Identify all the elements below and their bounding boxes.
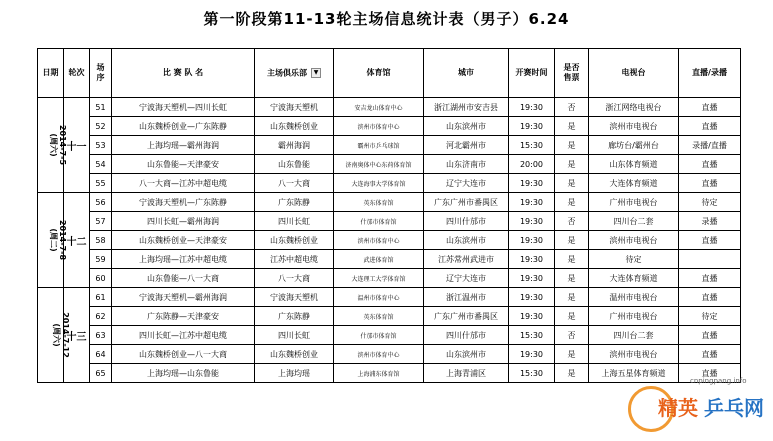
header-home-club-label: 主场俱乐部	[267, 68, 307, 78]
ticket-cell: 是	[555, 136, 589, 155]
match-name-cell: 广东陈静—天津豪安	[112, 307, 255, 326]
game-number-cell: 65	[90, 364, 112, 383]
table-row	[38, 155, 741, 174]
match-name-cell: 八一大商—江苏中超电缆	[112, 174, 255, 193]
tv-station-cell: 广州市电视台	[589, 193, 679, 212]
watermark-logo	[628, 386, 768, 436]
start-time-cell: 19:30	[509, 307, 555, 326]
header-row	[38, 49, 741, 98]
header-ticket: 是否 售票	[555, 49, 589, 98]
start-time-cell: 19:30	[509, 193, 555, 212]
home-club-cell: 山东魏桥创业	[255, 117, 334, 136]
watermark-url: cnpingpang.info	[690, 377, 747, 385]
city-cell: 辽宁大连市	[424, 269, 509, 288]
match-name-cell: 宁波海天塑机—广东陈静	[112, 193, 255, 212]
venue-cell: 大连海事大学体育馆	[334, 174, 424, 193]
home-club-cell: 八一大商	[255, 269, 334, 288]
start-time-cell: 19:30	[509, 269, 555, 288]
match-name-cell: 宁波海天塑机—四川长虹	[112, 98, 255, 117]
tv-station-cell: 待定	[589, 250, 679, 269]
broadcast-cell: 直播	[679, 155, 741, 174]
ticket-cell: 是	[555, 193, 589, 212]
start-time-cell: 20:00	[509, 155, 555, 174]
match-name-cell: 宁波海天塑机—霸州海润	[112, 288, 255, 307]
header-start-time: 开赛时间	[509, 49, 555, 98]
home-club-cell: 上海均瑶	[255, 364, 334, 383]
table-row	[38, 117, 741, 136]
table-row	[38, 345, 741, 364]
tv-station-cell: 上海五星体育频道	[589, 364, 679, 383]
city-cell: 河北霸州市	[424, 136, 509, 155]
header-round: 轮次	[64, 49, 90, 98]
venue-cell: 济南奥体中心东荷体育馆	[334, 155, 424, 174]
broadcast-cell: 直播	[679, 288, 741, 307]
city-cell: 广东广州市番禺区	[424, 193, 509, 212]
table-row	[38, 307, 741, 326]
date-value: 2014-7-8	[58, 219, 68, 261]
header-venue: 体育馆	[334, 49, 424, 98]
table-row	[38, 98, 741, 117]
broadcast-cell: 直播	[679, 174, 741, 193]
header-city: 城市	[424, 49, 509, 98]
city-cell: 上海青浦区	[424, 364, 509, 383]
venue-cell: 滨州市体育中心	[334, 231, 424, 250]
city-cell: 辽宁大连市	[424, 174, 509, 193]
venue-cell: 英东体育馆	[334, 193, 424, 212]
weekday-value: (周六)	[51, 323, 61, 347]
match-name-cell: 上海均瑶—霸州海润	[112, 136, 255, 155]
broadcast-cell	[679, 250, 741, 269]
city-cell: 浙江湖州市安吉县	[424, 98, 509, 117]
ticket-cell: 是	[555, 288, 589, 307]
home-club-cell: 山东鲁能	[255, 155, 334, 174]
city-cell: 四川什邡市	[424, 326, 509, 345]
start-time-cell: 19:30	[509, 231, 555, 250]
tv-station-cell: 大连体育频道	[589, 174, 679, 193]
table-row	[38, 364, 741, 383]
table-row	[38, 269, 741, 288]
match-name-cell: 上海均瑶—山东鲁能	[112, 364, 255, 383]
date-cell	[38, 288, 70, 383]
ticket-cell: 是	[555, 155, 589, 174]
start-time-cell: 19:30	[509, 288, 555, 307]
broadcast-cell: 直播	[679, 269, 741, 288]
broadcast-cell: 待定	[679, 193, 741, 212]
ticket-cell: 是	[555, 117, 589, 136]
home-club-cell: 宁波海天塑机	[255, 288, 334, 307]
venue-cell: 滨州市体育中心	[334, 117, 424, 136]
game-number-cell: 63	[90, 326, 112, 345]
tv-station-cell: 温州市电视台	[589, 288, 679, 307]
start-time-cell: 19:30	[509, 212, 555, 231]
venue-cell: 安吉龙山体育中心	[334, 98, 424, 117]
broadcast-cell: 录播/直播	[679, 136, 741, 155]
tv-station-cell: 四川台二套	[589, 326, 679, 345]
watermark-brand-part1: 精英	[658, 396, 698, 420]
venue-cell: 温州市体育中心	[334, 288, 424, 307]
schedule-table	[37, 48, 741, 383]
home-club-cell: 山东魏桥创业	[255, 345, 334, 364]
table-row	[38, 326, 741, 345]
venue-cell: 什邡市体育馆	[334, 326, 424, 345]
header-home-club[interactable]	[255, 49, 334, 98]
ticket-cell: 是	[555, 269, 589, 288]
date-value: 2014-7-5	[58, 124, 68, 166]
tv-station-cell: 大连体育频道	[589, 269, 679, 288]
start-time-cell: 19:30	[509, 250, 555, 269]
venue-cell: 上海浦东体育馆	[334, 364, 424, 383]
game-number-cell: 57	[90, 212, 112, 231]
header-broadcast: 直播/录播	[679, 49, 741, 98]
start-time-cell: 19:30	[509, 174, 555, 193]
start-time-cell: 15:30	[509, 364, 555, 383]
city-cell: 山东滨州市	[424, 231, 509, 250]
city-cell: 山东滨州市	[424, 345, 509, 364]
city-cell: 江苏常州武进市	[424, 250, 509, 269]
start-time-cell: 15:30	[509, 326, 555, 345]
table-row	[38, 288, 741, 307]
tv-station-cell: 廊坊台/霸州台	[589, 136, 679, 155]
ticket-cell: 是	[555, 174, 589, 193]
table-row	[38, 174, 741, 193]
broadcast-cell: 录播	[679, 212, 741, 231]
round-cell: 十三	[64, 288, 90, 383]
match-name-cell: 山东魏桥创业—广东陈静	[112, 117, 255, 136]
broadcast-cell: 直播	[679, 231, 741, 250]
home-club-cell: 霸州海润	[255, 136, 334, 155]
header-date: 日期	[38, 49, 64, 98]
table-row	[38, 136, 741, 155]
tv-station-cell: 滨州市电视台	[589, 345, 679, 364]
weekday-value: (周六)	[49, 133, 59, 157]
game-number-cell: 54	[90, 155, 112, 174]
city-cell: 山东滨州市	[424, 117, 509, 136]
home-club-cell: 广东陈静	[255, 193, 334, 212]
tv-station-cell: 浙江网络电视台	[589, 98, 679, 117]
match-name-cell: 山东魏桥创业—天津豪安	[112, 231, 255, 250]
game-number-cell: 51	[90, 98, 112, 117]
game-number-cell: 53	[90, 136, 112, 155]
game-number-cell: 56	[90, 193, 112, 212]
match-name-cell: 上海均瑶—江苏中超电缆	[112, 250, 255, 269]
game-number-cell: 59	[90, 250, 112, 269]
home-club-cell: 宁波海天塑机	[255, 98, 334, 117]
game-number-cell: 61	[90, 288, 112, 307]
home-club-cell: 江苏中超电缆	[255, 250, 334, 269]
game-number-cell: 55	[90, 174, 112, 193]
match-name-cell: 四川长虹—江苏中超电缆	[112, 326, 255, 345]
ticket-cell: 否	[555, 212, 589, 231]
start-time-cell: 15:30	[509, 136, 555, 155]
header-match: 比 赛 队 名	[112, 49, 255, 98]
ticket-cell: 是	[555, 231, 589, 250]
venue-cell: 霸州市乒乓球馆	[334, 136, 424, 155]
city-cell: 广东广州市番禺区	[424, 307, 509, 326]
ticket-cell: 否	[555, 98, 589, 117]
table-row	[38, 231, 741, 250]
date-cell	[38, 193, 68, 288]
game-number-cell: 52	[90, 117, 112, 136]
home-club-cell: 四川长虹	[255, 326, 334, 345]
home-club-cell: 四川长虹	[255, 212, 334, 231]
tv-station-cell: 广州市电视台	[589, 307, 679, 326]
weekday-value: (周二)	[49, 228, 59, 252]
tv-station-cell: 四川台二套	[589, 212, 679, 231]
ticket-cell: 是	[555, 307, 589, 326]
start-time-cell: 19:30	[509, 345, 555, 364]
ticket-cell: 是	[555, 364, 589, 383]
game-number-cell: 60	[90, 269, 112, 288]
broadcast-cell: 直播	[679, 98, 741, 117]
filter-dropdown-icon[interactable]: ▼	[311, 68, 321, 78]
venue-cell: 武进体育馆	[334, 250, 424, 269]
home-club-cell: 山东魏桥创业	[255, 231, 334, 250]
round-cell: 十一	[64, 98, 90, 193]
header-tv: 电视台	[589, 49, 679, 98]
table-row	[38, 212, 741, 231]
city-cell: 四川什邡市	[424, 212, 509, 231]
home-club-cell: 八一大商	[255, 174, 334, 193]
date-value: 2014-7-12	[60, 312, 70, 358]
table-row	[38, 250, 741, 269]
match-name-cell: 山东魏桥创业—八一大商	[112, 345, 255, 364]
tv-station-cell: 滨州市电视台	[589, 231, 679, 250]
date-cell	[38, 98, 68, 193]
venue-cell: 滨州市体育中心	[334, 345, 424, 364]
match-name-cell: 山东鲁能—八一大商	[112, 269, 255, 288]
venue-cell: 什邡市体育馆	[334, 212, 424, 231]
ticket-cell: 是	[555, 250, 589, 269]
game-number-cell: 58	[90, 231, 112, 250]
broadcast-cell: 直播	[679, 117, 741, 136]
watermark-brand-part2: 乒乓网	[704, 396, 764, 420]
match-name-cell: 四川长虹—霸州海润	[112, 212, 255, 231]
tv-station-cell: 山东体育频道	[589, 155, 679, 174]
header-game-number: 场 序	[90, 49, 112, 98]
tv-station-cell: 滨州市电视台	[589, 117, 679, 136]
game-number-cell: 62	[90, 307, 112, 326]
venue-cell: 大连理工大学体育馆	[334, 269, 424, 288]
start-time-cell: 19:30	[509, 98, 555, 117]
home-club-cell: 广东陈静	[255, 307, 334, 326]
page-title: 第一阶段第11-13轮主场信息统计表（男子）6.24	[203, 10, 570, 28]
broadcast-cell: 直播	[679, 345, 741, 364]
table-row	[38, 193, 741, 212]
venue-cell: 英东体育馆	[334, 307, 424, 326]
start-time-cell: 19:30	[509, 117, 555, 136]
city-cell: 浙江温州市	[424, 288, 509, 307]
broadcast-cell: 直播	[679, 326, 741, 345]
broadcast-cell: 直播	[679, 364, 741, 383]
city-cell: 山东济南市	[424, 155, 509, 174]
match-name-cell: 山东鲁能—天津豪安	[112, 155, 255, 174]
round-cell: 十二	[64, 193, 90, 288]
broadcast-cell: 待定	[679, 307, 741, 326]
ticket-cell: 否	[555, 326, 589, 345]
game-number-cell: 64	[90, 345, 112, 364]
ticket-cell: 是	[555, 345, 589, 364]
